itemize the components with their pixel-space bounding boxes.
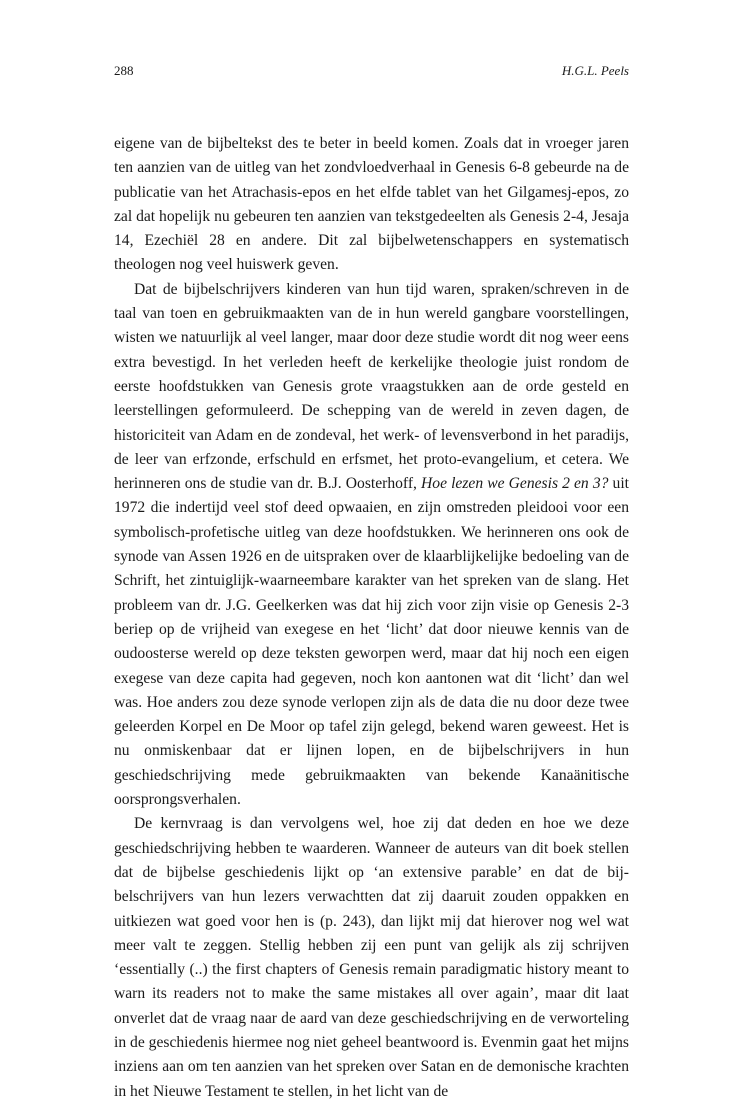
body-text (114, 132, 629, 1104)
paragraph-2 (114, 278, 629, 813)
book-title: Hoe lezen we Genesis 2 en 3? (421, 475, 609, 493)
page (114, 62, 629, 1104)
running-head-author: H.G.L. Peels (561, 63, 629, 78)
page-number: 288 (114, 63, 134, 78)
paragraph-2-text-b: uit 1972 die indertijd veel stof deed opwaaien, en zijn omstreden pleidooi voor een symbolisch-profetische uitleg van deze hoofdstukken. We herinneren ons ook de synode van Assen 1926 en de uitspraken over de klaarblijkelijke bedoeling van de Schrift, het zintuiglijk-waarneembare karakter van het spreken van de slang. Het probleem van dr. J.G. Geelkerken was dat hij zich voor zijn visie op Genesis 2-3 beriep op de vrijheid van exegese en het ‘licht’ dat door nieuwe kennis van de oudoosterse wereld op deze teksten geworpen werd, maar dat hij noch een eigen exegese van deze capita had gegeven, noch kon aantonen wat dit ‘licht’ dan wel was. Hoe anders zou deze synode verlopen zijn als de data die nu door deze twee geleerden Korpel en De Moor op tafel zijn gelegd, bekend waren geweest. Het is nu onmiskenbaar dat er lijnen lopen, en de bijbelschrijvers in hun geschiedschrijving mede gebruikmaakten van bekende Kanaänitische oorsprongsverhalen. (114, 475, 629, 809)
paragraph-1: eigene van de bijbeltekst des te beter in beeld komen. Zoals dat in vroeger jaren ten aanzien van de uitleg van het zondvloedverhaal in Genesis 6-8 gebeurde na de publicatie van het Atrachasis-epos en het elfde tablet van het Gilgamesj-epos, zo zal dat hopelijk nu gebeuren ten aanzien van tekstgedeelten als Genesis 2-4, Jesaja 14, Ezechiël 28 en andere. Dit zal bijbelwetenschappers en systematisch theologen nog veel huiswerk geven. (114, 135, 629, 274)
paragraph-3: De kernvraag is dan vervolgens wel, hoe zij dat deden en hoe we deze geschiedschrijving hebben te waarderen. Wanneer de auteurs van dit boek stellen dat de bijbelse geschiedenis lijkt op ‘an extensive parable’ en dat de bijbelschrijvers van hun lezers verwachtten dat zij daaruit zouden oppakken en uitkiezen wat goed voor hen is (p. 243), dan lijkt mij dat hierover nog wel wat meer valt te zeggen. Stellig hebben zij een punt van gelijk als zij schrijven ‘essentially (..) the first chapters of Genesis remain paradigmatic history meant to warn its readers not to make the same mistakes all over again’, maar dit laat onverlet dat de vraag naar de aard van deze geschiedschrijving en de verworteling in de geschiedenis hiermee nog niet geheel beantwoord is. Evenmin gaat het mijns inziens aan om ten aanzien van het spreken over Satan en de demonische krachten in het Nieuwe Testament te stellen, in het licht van de (114, 815, 629, 1100)
paragraph-2-text-a: Dat de bijbelschrijvers kinderen van hun tijd waren, spraken/schreven in de taal van toen en gebruikmaakten van de in hun wereld gangbare voorstellingen, wisten we natuurlijk al veel langer, maar door deze studie wordt dit nog weer eens extra bevestigd. In het verleden heeft de kerkelijke theologie juist rondom de eerste hoofdstukken van Genesis grote vraagstukken aan de orde gesteld en leerstellingen geformuleerd. De schepping van de wereld in zeven dagen, de historiciteit van Adam en de zondeval, het werk- of levensverbond in het paradijs, de leer van erfzonde, erfschuld en erfsmet, het proto-evangelium, et cetera. We herinneren ons de studie van dr. B.J. Oosterhoff, (114, 280, 629, 493)
running-head (114, 62, 629, 80)
